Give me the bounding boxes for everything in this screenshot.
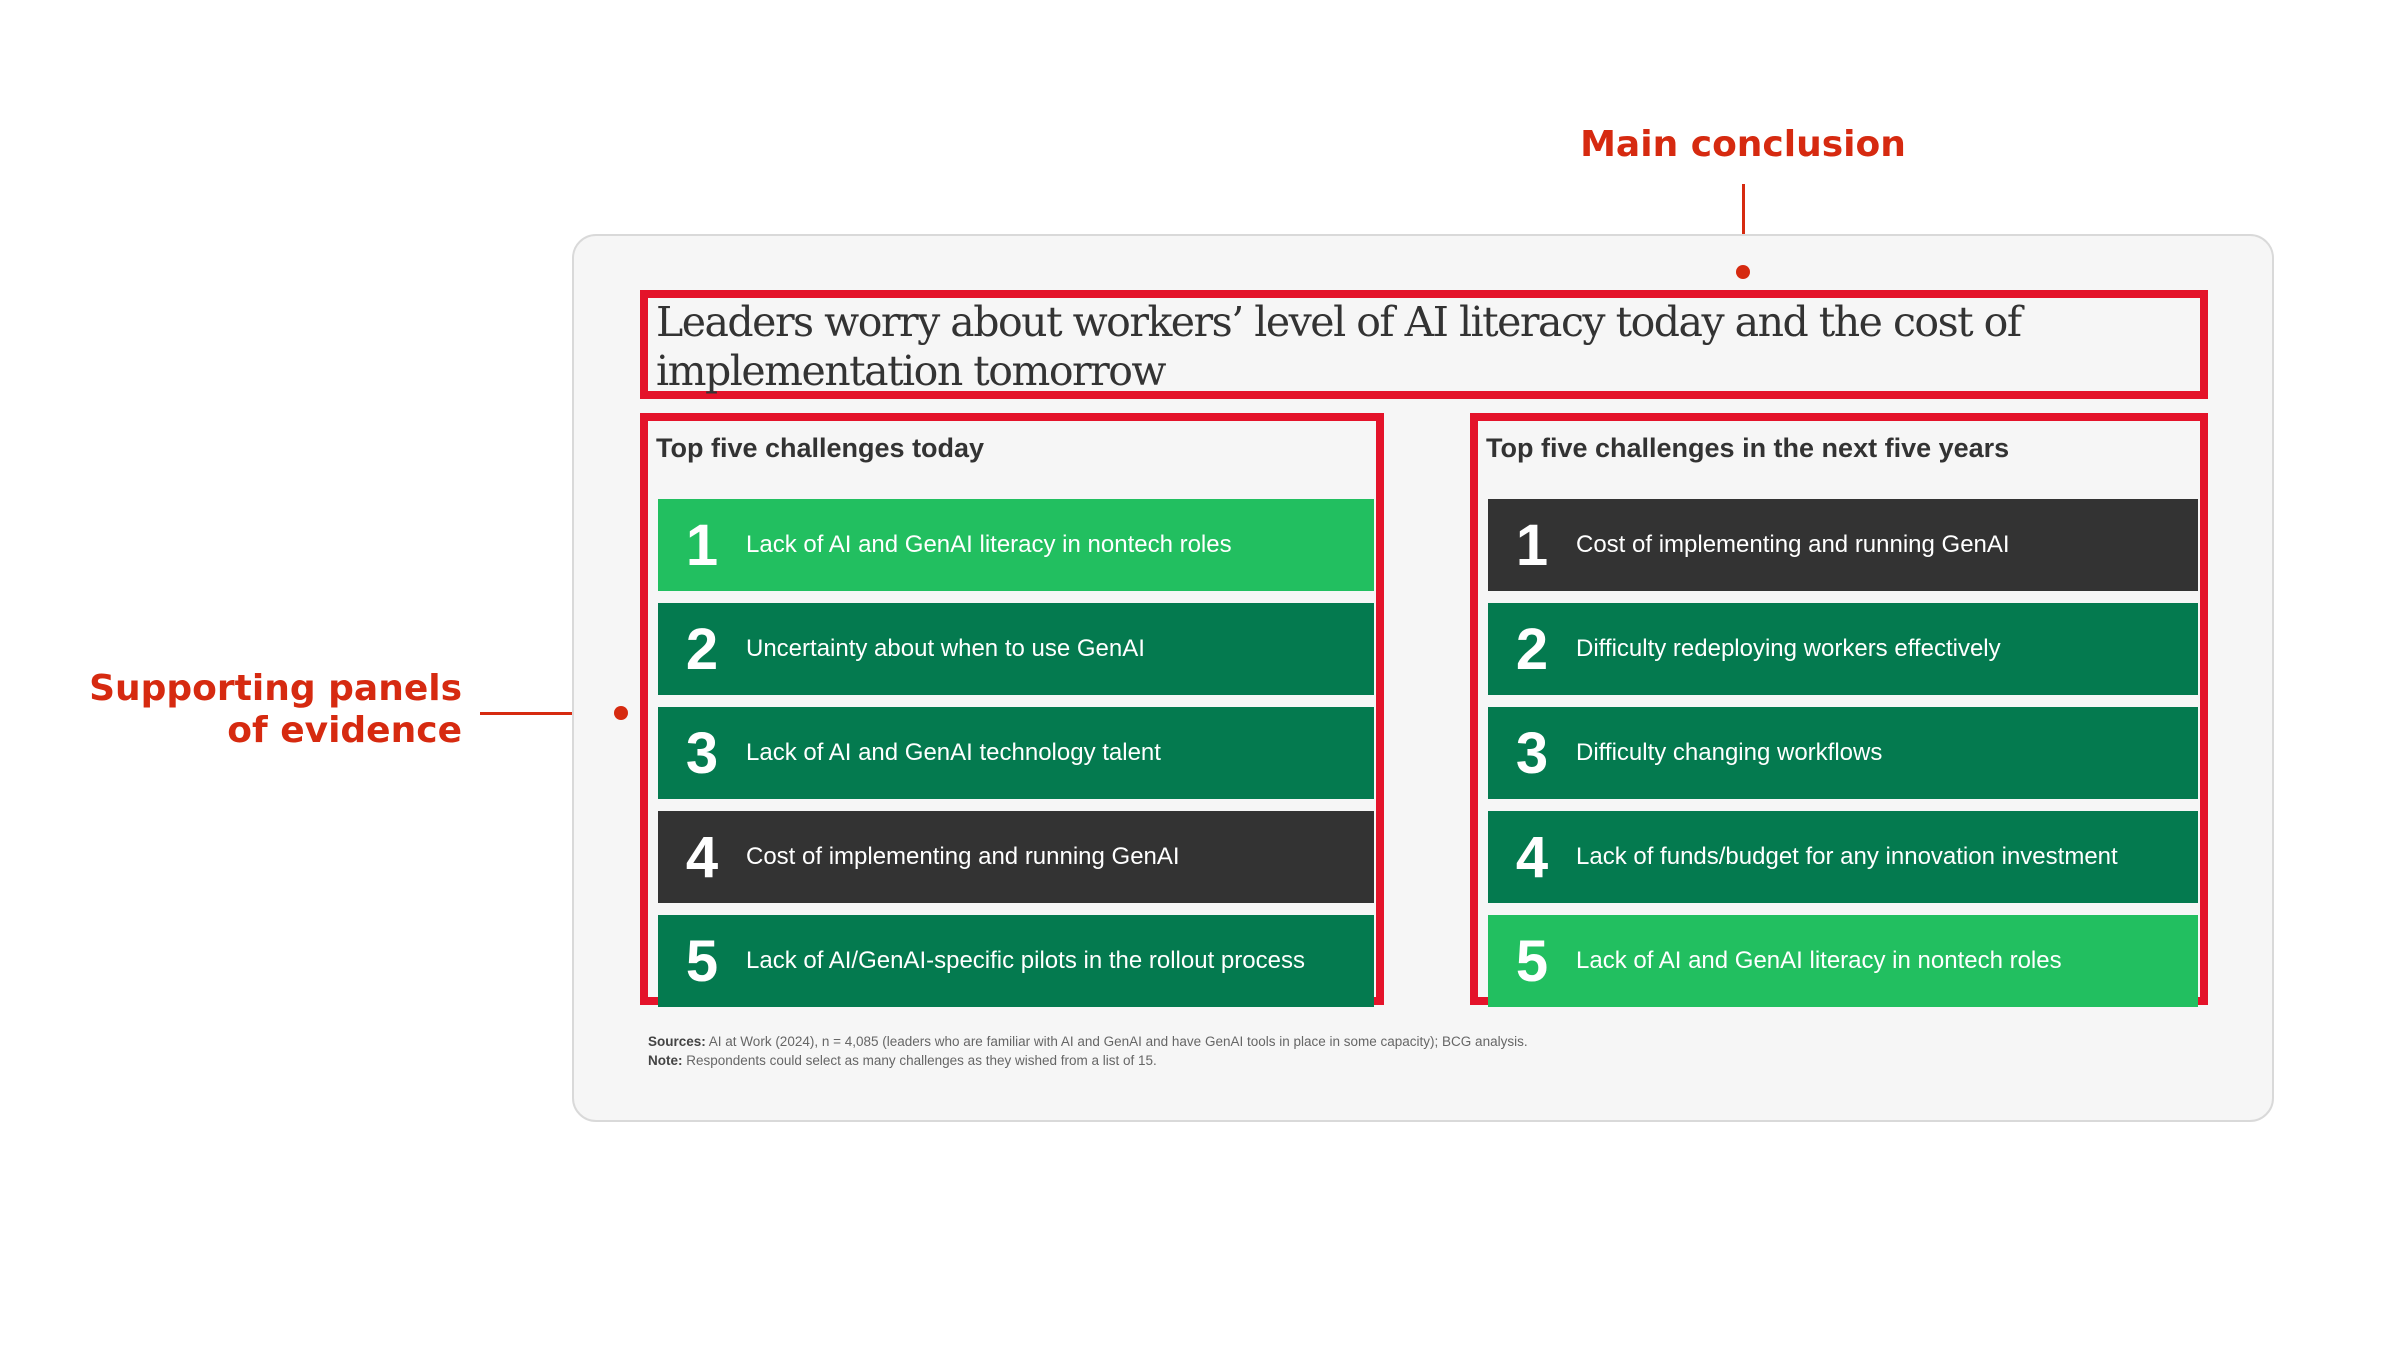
challenge-label: Lack of AI/GenAI-specific pilots in the rollout process	[746, 947, 1305, 974]
slide-title: Leaders worry about workers’ level of AI literacy today and the cost of implementation tomorrow	[656, 298, 2021, 395]
challenge-label: Difficulty redeploying workers effectively	[1576, 635, 2001, 662]
challenge-list	[1488, 499, 2198, 1019]
rank-number: 1	[685, 512, 719, 578]
note-label: Note:	[648, 1053, 683, 1068]
supporting-line1: Supporting panels	[89, 668, 462, 709]
main-conclusion-dot	[1736, 265, 1750, 279]
panel-heading: Top five challenges in the next five years	[1486, 433, 2010, 463]
challenge-label: Cost of implementing and running GenAI	[746, 843, 1180, 870]
challenge-row	[1488, 707, 2198, 799]
supporting-line2: of evidence	[227, 710, 462, 751]
rank-number: 3	[1515, 720, 1549, 786]
rank-number: 4	[1515, 824, 1549, 890]
challenge-row	[1488, 603, 2198, 695]
rank-number: 2	[685, 616, 719, 682]
sources-label: Sources:	[648, 1034, 706, 1049]
challenge-label: Lack of AI and GenAI literacy in nontech roles	[1576, 947, 2062, 974]
title-highlight-box	[640, 290, 2208, 399]
rank-number: 5	[1515, 928, 1549, 994]
supporting-panels-annotation	[60, 668, 462, 752]
challenge-row	[658, 603, 1374, 695]
challenge-row	[1488, 915, 2198, 1007]
panel-next-five-years	[1470, 413, 2208, 1005]
challenge-label: Cost of implementing and running GenAI	[1576, 531, 2010, 558]
rank-number: 5	[685, 928, 719, 994]
challenge-row	[658, 915, 1374, 1007]
challenge-row	[1488, 499, 2198, 591]
challenge-list	[658, 499, 1374, 1019]
challenge-label: Lack of funds/budget for any innovation investment	[1576, 843, 2118, 870]
challenge-row	[658, 707, 1374, 799]
challenge-row	[658, 811, 1374, 903]
panel-today	[640, 413, 1384, 1005]
note-text: Respondents could select as many challenges as they wished from a list of 15.	[686, 1053, 1157, 1068]
footnotes	[648, 1032, 1528, 1070]
challenge-row	[658, 499, 1374, 591]
challenge-row	[1488, 811, 2198, 903]
rank-number: 3	[685, 720, 719, 786]
challenge-label: Difficulty changing workflows	[1576, 739, 1883, 766]
rank-number: 4	[685, 824, 719, 890]
rank-number: 1	[1515, 512, 1549, 578]
challenge-label: Uncertainty about when to use GenAI	[746, 635, 1145, 662]
sources-text: AI at Work (2024), n = 4,085 (leaders who are familiar with AI and GenAI and have GenAI tools in place in some capacity); BCG analysis.	[708, 1034, 1528, 1049]
rank-number: 2	[1515, 616, 1549, 682]
main-conclusion-annotation: Main conclusion	[1580, 124, 1906, 165]
challenge-label: Lack of AI and GenAI literacy in nontech roles	[746, 531, 1232, 558]
panel-heading: Top five challenges today	[656, 433, 985, 463]
challenge-label: Lack of AI and GenAI technology talent	[746, 739, 1161, 766]
supporting-dot	[614, 706, 628, 720]
